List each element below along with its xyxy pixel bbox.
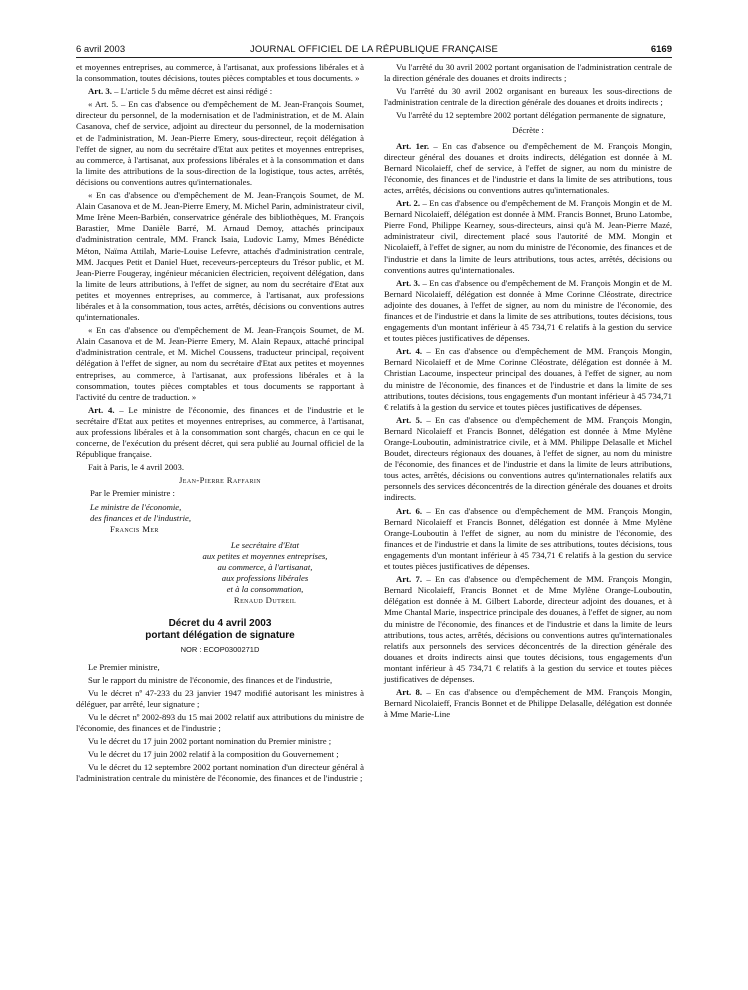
article-text: – Le ministre de l'économie, des finances et de l'industrie et le secrétaire d'Etat aux petites et moyennes entreprises, au commerce, à l'artisanat, aux professions libérales et à la consommation sont chargés, chacun en ce qui le concerne, de l'exécution du présent décret, qui sera publié au Journal officiel de la République française. [76,404,364,460]
article-label: Art. 1er. [396,140,430,151]
minister-title-line: des finances et de l'industrie, [90,512,192,523]
article-text: – En cas d'absence ou d'empêchement de M. François Mongin, directeur général des douanes et droits indirects, délégation est donnée à M. Bernard Nicolaieff, chef de service, à l'effet de signer, au nom du ministre de l'économie, des finances et de l'industrie et dans la limite de ses attributions, tous actes, arrêtés, décisions ou conventions autres qu'internationales. [384,140,673,195]
article-text: – En cas d'absence ou d'empêchement de MM. François Mongin, Bernard Nicolaieff, Francis Bonnet et de Mme Mylène Orange-Louboutin, délégation est donnée à M. Gilbert Laborde, directeur adjoint des douanes, et à Mme Chantal Marie, inspectrice principale des douanes, à l'effet de signer, au nom du ministre de l'économie, des finances et de l'industrie et dans la limite de leurs attributions, tous actes, arrêtés, décisions ou conventions autres qu'internationales relatifs aux personnels des services déconcentrés de la direction générale des douanes et droits indirects ainsi que toutes décisions, tous engagements d'un montant inférieur à 45 734,71 € relatifs à la gestion du service et toutes pièces justificatives de dépenses. [384,574,673,684]
article-6 [384,506,672,573]
fait-a-paris: Fait à Paris, le 4 avril 2003. [88,462,185,473]
header-page-number: 6169 [650,44,672,55]
paragraph: « En cas d'absence ou d'empêchement de M. Jean-François Soumet, de M. Alain Casanova et de M. Jean-Pierre Emery, M. Alain Repaux, attaché principal d'administration centrale, et M. Michel Coussens, traducteur principal, reçoivent délégation à l'effet de signer, au nom du secrétaire d'Etat aux petites et moyennes entreprises, au commerce, à l'artisanat, aux professions libérales et à la consommation, toutes pièces comptables et tous documents se rapportant à l'activité du centre de traduction. » [76,325,364,402]
paragraph: Vu le décret nº 2002-893 du 15 mai 2002 relatif aux attributions du ministre de l'économie, des finances et de l'industrie ; [76,711,364,733]
secretary-title-line: au commerce, à l'artisanat, [217,562,313,573]
decrete: Décrète : [512,125,544,136]
article-label: Art. 3. [88,86,112,97]
minister-name: Francis Mer [110,523,159,534]
article-label: Art. 2. [396,198,421,209]
paragraph: Vu le décret du 17 juin 2002 portant nomination du Premier ministre ; [88,736,332,747]
par-le-premier-ministre: Par le Premier ministre : [90,488,175,499]
article-1 [384,141,672,196]
secretary-title-line: aux professions libérales [221,573,309,584]
paragraph: Vu l'arrêté du 30 avril 2002 portant organisation de l'administration centrale de la direction générale des douanes et droits indirects ; [384,62,672,84]
article-text: – En cas d'absence ou d'empêchement de MM. François Mongin, Bernard Nicolaieff, Francis Bonnet et de Philippe Delasalle, délégation est donnée à Mme Marie-Line [384,687,673,720]
article-label: Art. 7. [396,574,423,585]
minister-title-line: Le ministre de l'économie, [90,501,182,512]
paragraph: Vu l'arrêté du 30 avril 2002 organisant en bureaux les sous-directions de l'administration centrale de la direction générale des douanes et droits indirects ; [384,86,672,108]
article-label: Art. 4. [396,346,423,357]
secretary-title-line: Le secrétaire d'Etat [230,539,300,550]
article-text: – En cas d'absence ou d'empêchement de MM. François Mongin, Bernard Nicolaieff et Francis Bonnet, délégation est donnée à Mme Mylène Orange-Louboutin, administratrice civile, et à MM. Philippe Delasalle et Michel Boudet, directeurs régionaux des douanes, à l'effet de signer, au nom du ministre de l'économie, des finances et de l'industrie et dans la limite de leurs attributions, tous actes, arrêtés, décisions ou conventions autres qu'internationales relatifs aux personnels des services déconcentrés de la direction générale des douanes et droits indirects. [384,414,673,503]
secretary-signature [76,540,364,607]
minister-signature [76,502,364,535]
article-4 [76,405,364,460]
paragraph: Vu le décret du 12 septembre 2002 portant nomination d'un directeur général à l'administration centrale du ministère de l'économie, des finances et de l'industrie ; [76,762,364,784]
article-label: Art. 8. [396,687,423,698]
article-text: – L'article 5 du même décret est ainsi rédigé : [111,86,273,97]
secretary-title-line: aux petites et moyennes entreprises, [202,550,328,561]
article-text: – En cas d'absence ou d'empêchement de M. François Mongin et de M. Bernard Nicolaieff, délégation est donnée à MM. Francis Bonnet, Bruno Latombe, Pierre Fond, Philippe Kearney, sous-directeurs, ainsi qu'à M. Jean-Pierre Mazé, administrateur civil, directement placé sous l'autorité de MM. Mongin et Nicolaieff, à l'effet de signer, au nom du ministre de l'économie, des finances et de l'industrie et dans la limite de leurs attributions, tous actes, arrêtés, décisions ou conventions autres qu'internationales. [384,198,672,275]
decree-title-line: portant délégation de signature [145,630,295,642]
article-label: Art. 6. [396,505,423,516]
article-3 [76,86,364,97]
paragraph: Sur le rapport du ministre de l'économie, des finances et de l'industrie, [88,674,333,685]
article-5 [384,415,672,504]
article-2 [384,198,672,276]
nor-reference: NOR : ECOP0300271D [180,645,260,655]
article-label: Art. 5. [396,414,423,425]
paragraph: « En cas d'absence ou d'empêchement de M. Jean-François Soumet, de M. Alain Casanova et de M. Jean-Pierre Emery, M. Michel Parin, administrateur civil, Mme Irène Meen-Barbién, conservatrice générale des bibliothèques, M. François Barastier, Mme Danièle Barré, M. Arnaud Demoy, attachés principaux d'administration centrale, MM. Franck Isaia, Ludovic Lamy, Mmes Bénédicte Méton, Naïma Attilah, Marie-Louise Lefevre, attachés d'administration centrale, MM. Jacques Petit et Daniel Huet, receveurs-percepteurs du Trésor public, et M. Jean-Pierre Fougeray, ingénieur mécanicien électricien, reçoivent délégation, dans la limite de leurs attributions, à l'effet de signer, au nom du secrétaire d'Etat aux petites et moyennes entreprises, au commerce, à l'artisanat, aux professions libérales et à la consommation, tous actes, arrêtés, décisions ou conventions autres qu'internationales. [76,190,364,323]
header-journal-title: JOURNAL OFFICIEL DE LA RÉPUBLIQUE FRANÇAISE [249,44,499,55]
article-4 [384,346,672,413]
left-column [76,62,364,786]
header-date: 6 avril 2003 [76,44,126,55]
paragraph: Le Premier ministre, [88,661,160,672]
signatory-prime-minister: Jean-Pierre Raffarin [179,475,261,486]
secretary-name: Renaud Dutreil [233,595,297,606]
secretary-title-line: et à la consommation, [226,584,304,595]
article-3 [384,278,672,345]
article-7 [384,574,672,685]
paragraph: Vu le décret nº 47-233 du 23 janvier 1947 modifié autorisant les ministres à déléguer, par arrêté, leur signature ; [76,687,364,709]
article-8 [384,687,672,720]
decree-title [76,618,364,642]
paragraph: « Art. 5. – En cas d'absence ou d'empêchement de M. Jean-François Soumet, directeur du personnel, de la modernisation et de l'administration, et de M. Alain Casanova, chef de service, adjoint au directeur du personnel, de la modernisation et de l'administration, M. Jean-Pierre Emery, sous-directeur, reçoit délégation à l'effet de signer, au nom du secrétaire d'Etat aux petites et moyennes entreprises, au commerce, à l'artisanat, aux professions libérales et à la consommation et dans la limite des attributions de la sous-direction de la logistique, tous actes, arrêtés, décisions ou conventions autres qu'internationales. [76,99,364,187]
article-text: – En cas d'absence ou d'empêchement de M. François Mongin et de M. Bernard Nicolaieff, délégation est donnée à Mme Corinne Cléostrate, directrice adjointe des douanes, à l'effet de signer, au nom du ministre de l'économie, des finances et de l'industrie et dans la limite de ses attributions, toutes décisions, tous engagements d'un montant inférieur à 45 734,71 € relatifs à la gestion du service et toutes pièces justificatives de dépenses. [384,277,672,344]
decree-title-line: Décret du 4 avril 2003 [168,618,272,630]
paragraph: Vu l'arrêté du 12 septembre 2002 portant délégation permanente de signature, [396,110,666,121]
article-text: – En cas d'absence ou d'empêchement de MM. François Mongin, Bernard Nicolaieff et Francis Bonnet, délégation est donnée à Mme Mylène Orange-Louboutin à l'effet de signer, au nom du ministre de l'économie, des finances et de l'industrie et dans la limite de ses attributions, toutes décisions, tous engagements d'un montant inférieur à 45 734,71 € relatifs à la gestion du service et toutes pièces justificatives de dépenses. [384,505,673,572]
header-rule [76,57,672,58]
right-column [384,62,672,722]
article-label: Art. 3. [396,277,421,288]
article-text: – En cas d'absence ou d'empêchement de MM. François Mongin, Bernard Nicolaieff et de Mme Corinne Cléostrate, délégation est donnée à M. Christian Lacoume, inspecteur principal des douanes, à l'effet de signer, au nom du ministre de l'économie, des finances et de l'industrie et dans la limite de ses attributions, toutes décisions, tous engagements d'un montant inférieur à 45 734,71 € relatifs à la gestion du service et toutes pièces justificatives de dépenses. [384,346,673,412]
article-label: Art. 4. [88,404,115,415]
paragraph: Vu le décret du 17 juin 2002 relatif à la composition du Gouvernement ; [88,749,339,760]
paragraph: et moyennes entreprises, au commerce, à l'artisanat, aux professions libérales et à la consommation, toutes décisions, toutes pièces comptables et tous documents. » [76,62,364,84]
